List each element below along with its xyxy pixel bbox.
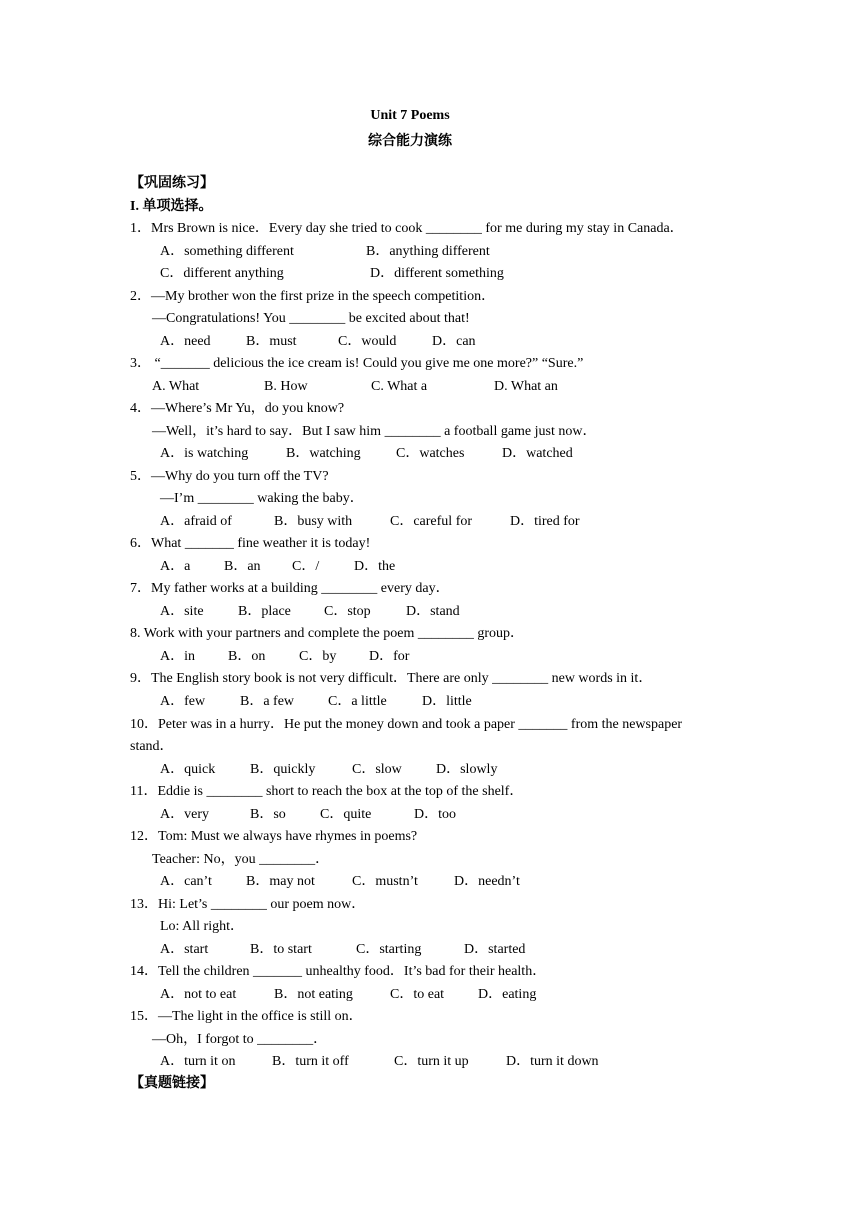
option-d: D．started	[464, 942, 526, 957]
option-c: C．by	[299, 649, 337, 664]
option-d: D．stand	[406, 604, 460, 619]
section-heading-real-exam: 【真题链接】	[130, 1076, 214, 1091]
question-stem: 11．Eddie is ________ short to reach the box at the top of the shelf．	[130, 784, 524, 799]
option-b: B．to start	[250, 942, 312, 957]
option-a: A．few	[160, 694, 206, 709]
option-d: D．tired for	[510, 514, 580, 529]
question-stem-line2: —I’m ________ waking the baby．	[160, 491, 364, 506]
option-d: D．eating	[478, 987, 537, 1002]
option-d: D．slowly	[436, 762, 498, 777]
part-heading-multiple-choice: I. 单项选择。	[130, 199, 213, 214]
option-b: B．turn it off	[272, 1054, 349, 1069]
question-stem-line2: —Well，it’s hard to say．But I saw him ________ a football game just now．	[152, 424, 597, 439]
option-c: C．would	[338, 334, 397, 349]
option-c: C．starting	[356, 942, 422, 957]
question-stem: 5．—Why do you turn off the TV?	[130, 469, 329, 484]
option-b: B．busy with	[274, 514, 353, 529]
option-c: C．turn it up	[394, 1054, 469, 1069]
question-stem: 3． “_______ delicious the ice cream is! Could you give me one more?” “Sure.”	[130, 356, 584, 371]
question-stem-line2: —Oh，I forgot to ________．	[152, 1032, 328, 1047]
option-c: C. What a	[371, 379, 428, 394]
option-c: C．/	[292, 559, 320, 574]
option-d: D．the	[354, 559, 396, 574]
question-stem: 7．My father works at a building ________ every day．	[130, 581, 450, 596]
option-b: B．anything different	[366, 244, 490, 259]
option-b: B．so	[250, 807, 286, 822]
option-d: D．for	[369, 649, 410, 664]
option-b: B．may not	[246, 874, 315, 889]
question-stem: 13．Hi: Let’s ________ our poem now．	[130, 897, 366, 912]
option-c: C．different anything	[160, 266, 284, 281]
option-d: D．needn’t	[454, 874, 520, 889]
option-c: C．stop	[324, 604, 371, 619]
option-b: B. How	[264, 379, 308, 394]
option-c: C．to eat	[390, 987, 445, 1002]
option-a: A．in	[160, 649, 195, 664]
question-stem: 10．Peter was in a hurry．He put the money down and took a paper _______ from the newspaper	[130, 717, 683, 732]
question-stem: 8. Work with your partners and complete the poem ________ group．	[130, 626, 525, 641]
option-a: A．is watching	[160, 446, 249, 461]
option-a: A．quick	[160, 762, 216, 777]
question-stem: 1．Mrs Brown is nice．Every day she tried to cook ________ for me during my stay in Canada．	[130, 221, 684, 236]
option-a: A．need	[160, 334, 211, 349]
option-b: B．place	[238, 604, 291, 619]
option-b: B．not eating	[274, 987, 353, 1002]
option-a: A．start	[160, 942, 209, 957]
question-stem-line2: —Congratulations! You ________ be excited about that!	[152, 311, 470, 326]
option-a: A．can’t	[160, 874, 212, 889]
option-c: C．quite	[320, 807, 372, 822]
option-a: A．not to eat	[160, 987, 237, 1002]
option-d: D. What an	[494, 379, 558, 394]
option-b: B．quickly	[250, 762, 316, 777]
option-c: C．a little	[328, 694, 387, 709]
option-b: B．must	[246, 334, 297, 349]
question-stem: 9．The English story book is not very difficult．There are only ________ new words in it．	[130, 671, 653, 686]
option-c: C．mustn’t	[352, 874, 418, 889]
option-a: A．afraid of	[160, 514, 232, 529]
option-a: A. What	[152, 379, 200, 394]
question-stem: 12．Tom: Must we always have rhymes in poems?	[130, 829, 418, 844]
section-heading-practice: 【巩固练习】	[130, 176, 214, 191]
option-b: B．an	[224, 559, 261, 574]
option-d: D．turn it down	[506, 1054, 599, 1069]
option-c: C．slow	[352, 762, 402, 777]
option-b: B．watching	[286, 446, 361, 461]
option-d: D．too	[414, 807, 456, 822]
page-title: Unit 7 Poems	[370, 108, 450, 123]
option-d: D．different something	[370, 266, 504, 281]
option-d: D．little	[422, 694, 472, 709]
page-subtitle: 综合能力演练	[368, 134, 452, 149]
question-stem: 4．—Where’s Mr Yu，do you know?	[130, 401, 345, 416]
option-a: A．site	[160, 604, 204, 619]
option-a: A．very	[160, 807, 209, 822]
question-stem: 15．—The light in the office is still on．	[130, 1009, 363, 1024]
question-stem: 2．—My brother won the first prize in the speech competition．	[130, 289, 496, 304]
question-stem: 14．Tell the children _______ unhealthy food．It’s bad for their health．	[130, 964, 547, 979]
option-c: C．watches	[396, 446, 465, 461]
option-c: C．careful for	[390, 514, 473, 529]
option-b: B．a few	[240, 694, 295, 709]
option-a: A．a	[160, 559, 191, 574]
question-stem-line2: Lo: All right．	[160, 919, 244, 934]
option-d: D．can	[432, 334, 476, 349]
option-b: B．on	[228, 649, 266, 664]
question-stem: 6．What _______ fine weather it is today!	[130, 536, 371, 551]
option-d: D．watched	[502, 446, 573, 461]
question-stem-line2: stand．	[130, 739, 174, 754]
question-stem-line2: Teacher: No，you ________．	[152, 852, 330, 867]
option-a: A．something different	[160, 244, 294, 259]
option-a: A．turn it on	[160, 1054, 236, 1069]
